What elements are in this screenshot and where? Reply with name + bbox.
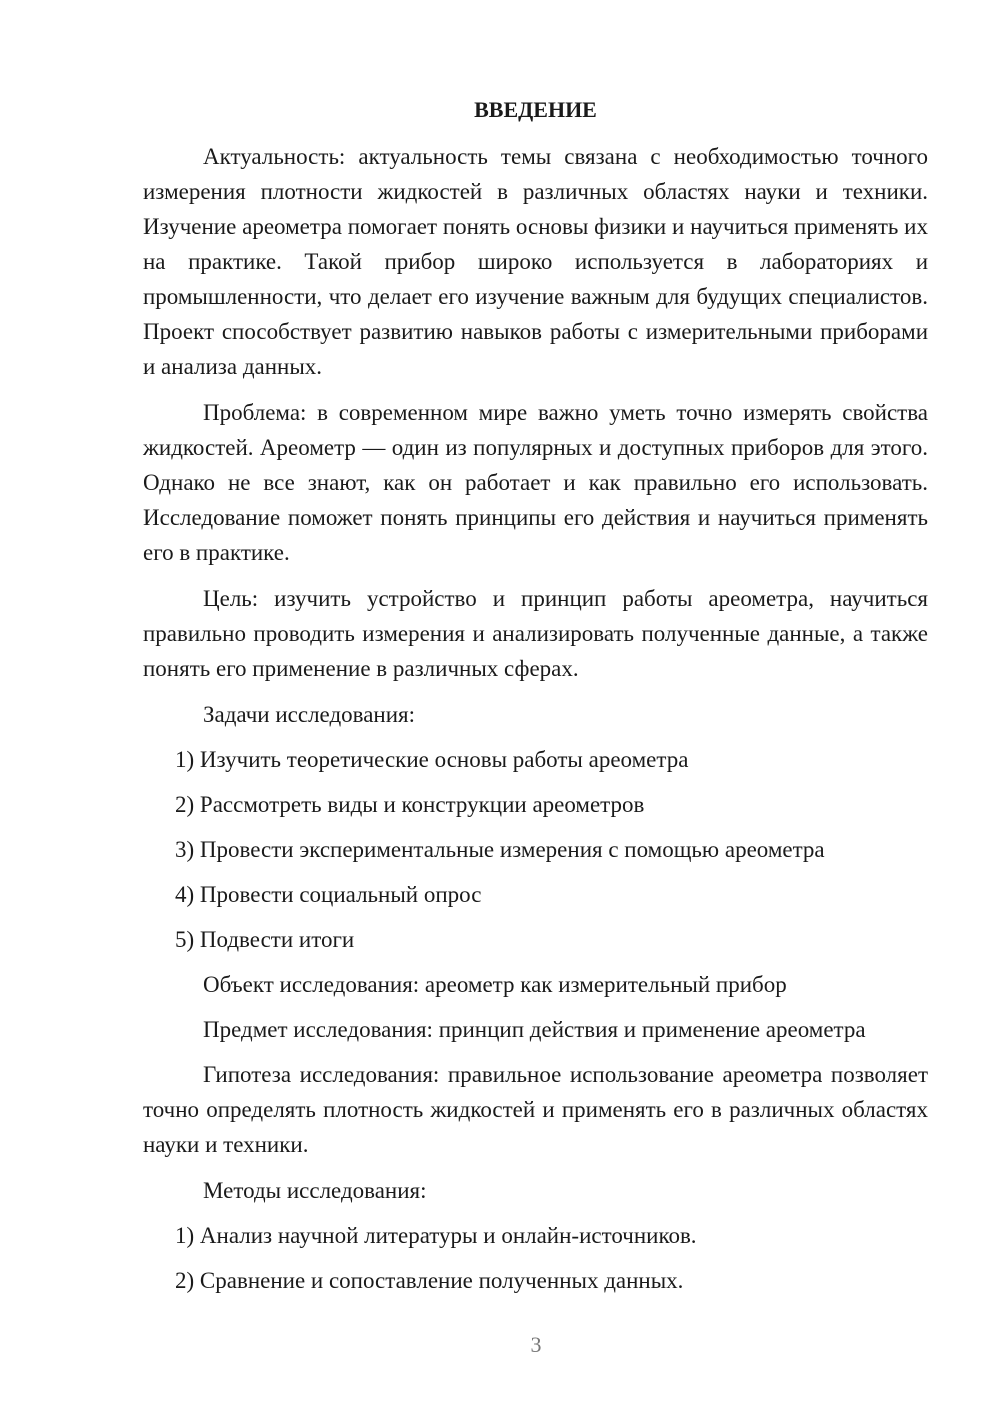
task-item: 3) Провести экспериментальные измерения с помощью ареометра (175, 837, 825, 862)
task-item: 5) Подвести итоги (175, 927, 355, 952)
tasks-heading: Задачи исследования: (203, 702, 416, 727)
task-item: 4) Провести социальный опрос (175, 882, 482, 907)
page-number: 3 (530, 1332, 542, 1357)
problem-paragraph: Проблема: в современном мире важно уметь точно измерять свойства жидкостей. Ареометр — один из популярных и доступных приборов для этого. Однако не все знают, как он работает и как правильно его использовать. Исследование поможет понять принципы его действия и научиться применять его в практике. (143, 400, 928, 565)
goal-paragraph: Цель: изучить устройство и принцип работы ареометра, научиться правильно проводить измерения и анализировать полученные данные, а также понять его применение в различных сферах. (143, 586, 928, 681)
relevance-paragraph: Актуальность: актуальность темы связана с необходимостью точного измерения плотности жидкостей в различных областях науки и техники. Изучение ареометра помогает понять основы физики и научиться применять их на практике. Такой прибор широко используется в лабораториях и промышленности, что делает его изучение важным для будущих специалистов. Проект способствует развитию навыков работы с измерительными приборами и анализа данных. (143, 144, 928, 379)
method-item: 2) Сравнение и сопоставление полученных данных. (175, 1268, 684, 1293)
subject-paragraph: Предмет исследования: принцип действия и применение ареометра (203, 1017, 866, 1042)
object-paragraph: Объект исследования: ареометр как измерительный прибор (203, 972, 787, 997)
methods-heading: Методы исследования: (203, 1178, 427, 1203)
task-item: 1) Изучить теоретические основы работы ареометра (175, 747, 689, 772)
page-title: ВВЕДЕНИЕ (474, 97, 597, 122)
method-item: 1) Анализ научной литературы и онлайн-источников. (175, 1223, 697, 1248)
hypothesis-paragraph: Гипотеза исследования: правильное использование ареометра позволяет точно определять плотность жидкостей и применять его в различных областях науки и техники. (143, 1062, 928, 1157)
task-item: 2) Рассмотреть виды и конструкции ареометров (175, 792, 645, 817)
page-content (143, 92, 928, 1308)
